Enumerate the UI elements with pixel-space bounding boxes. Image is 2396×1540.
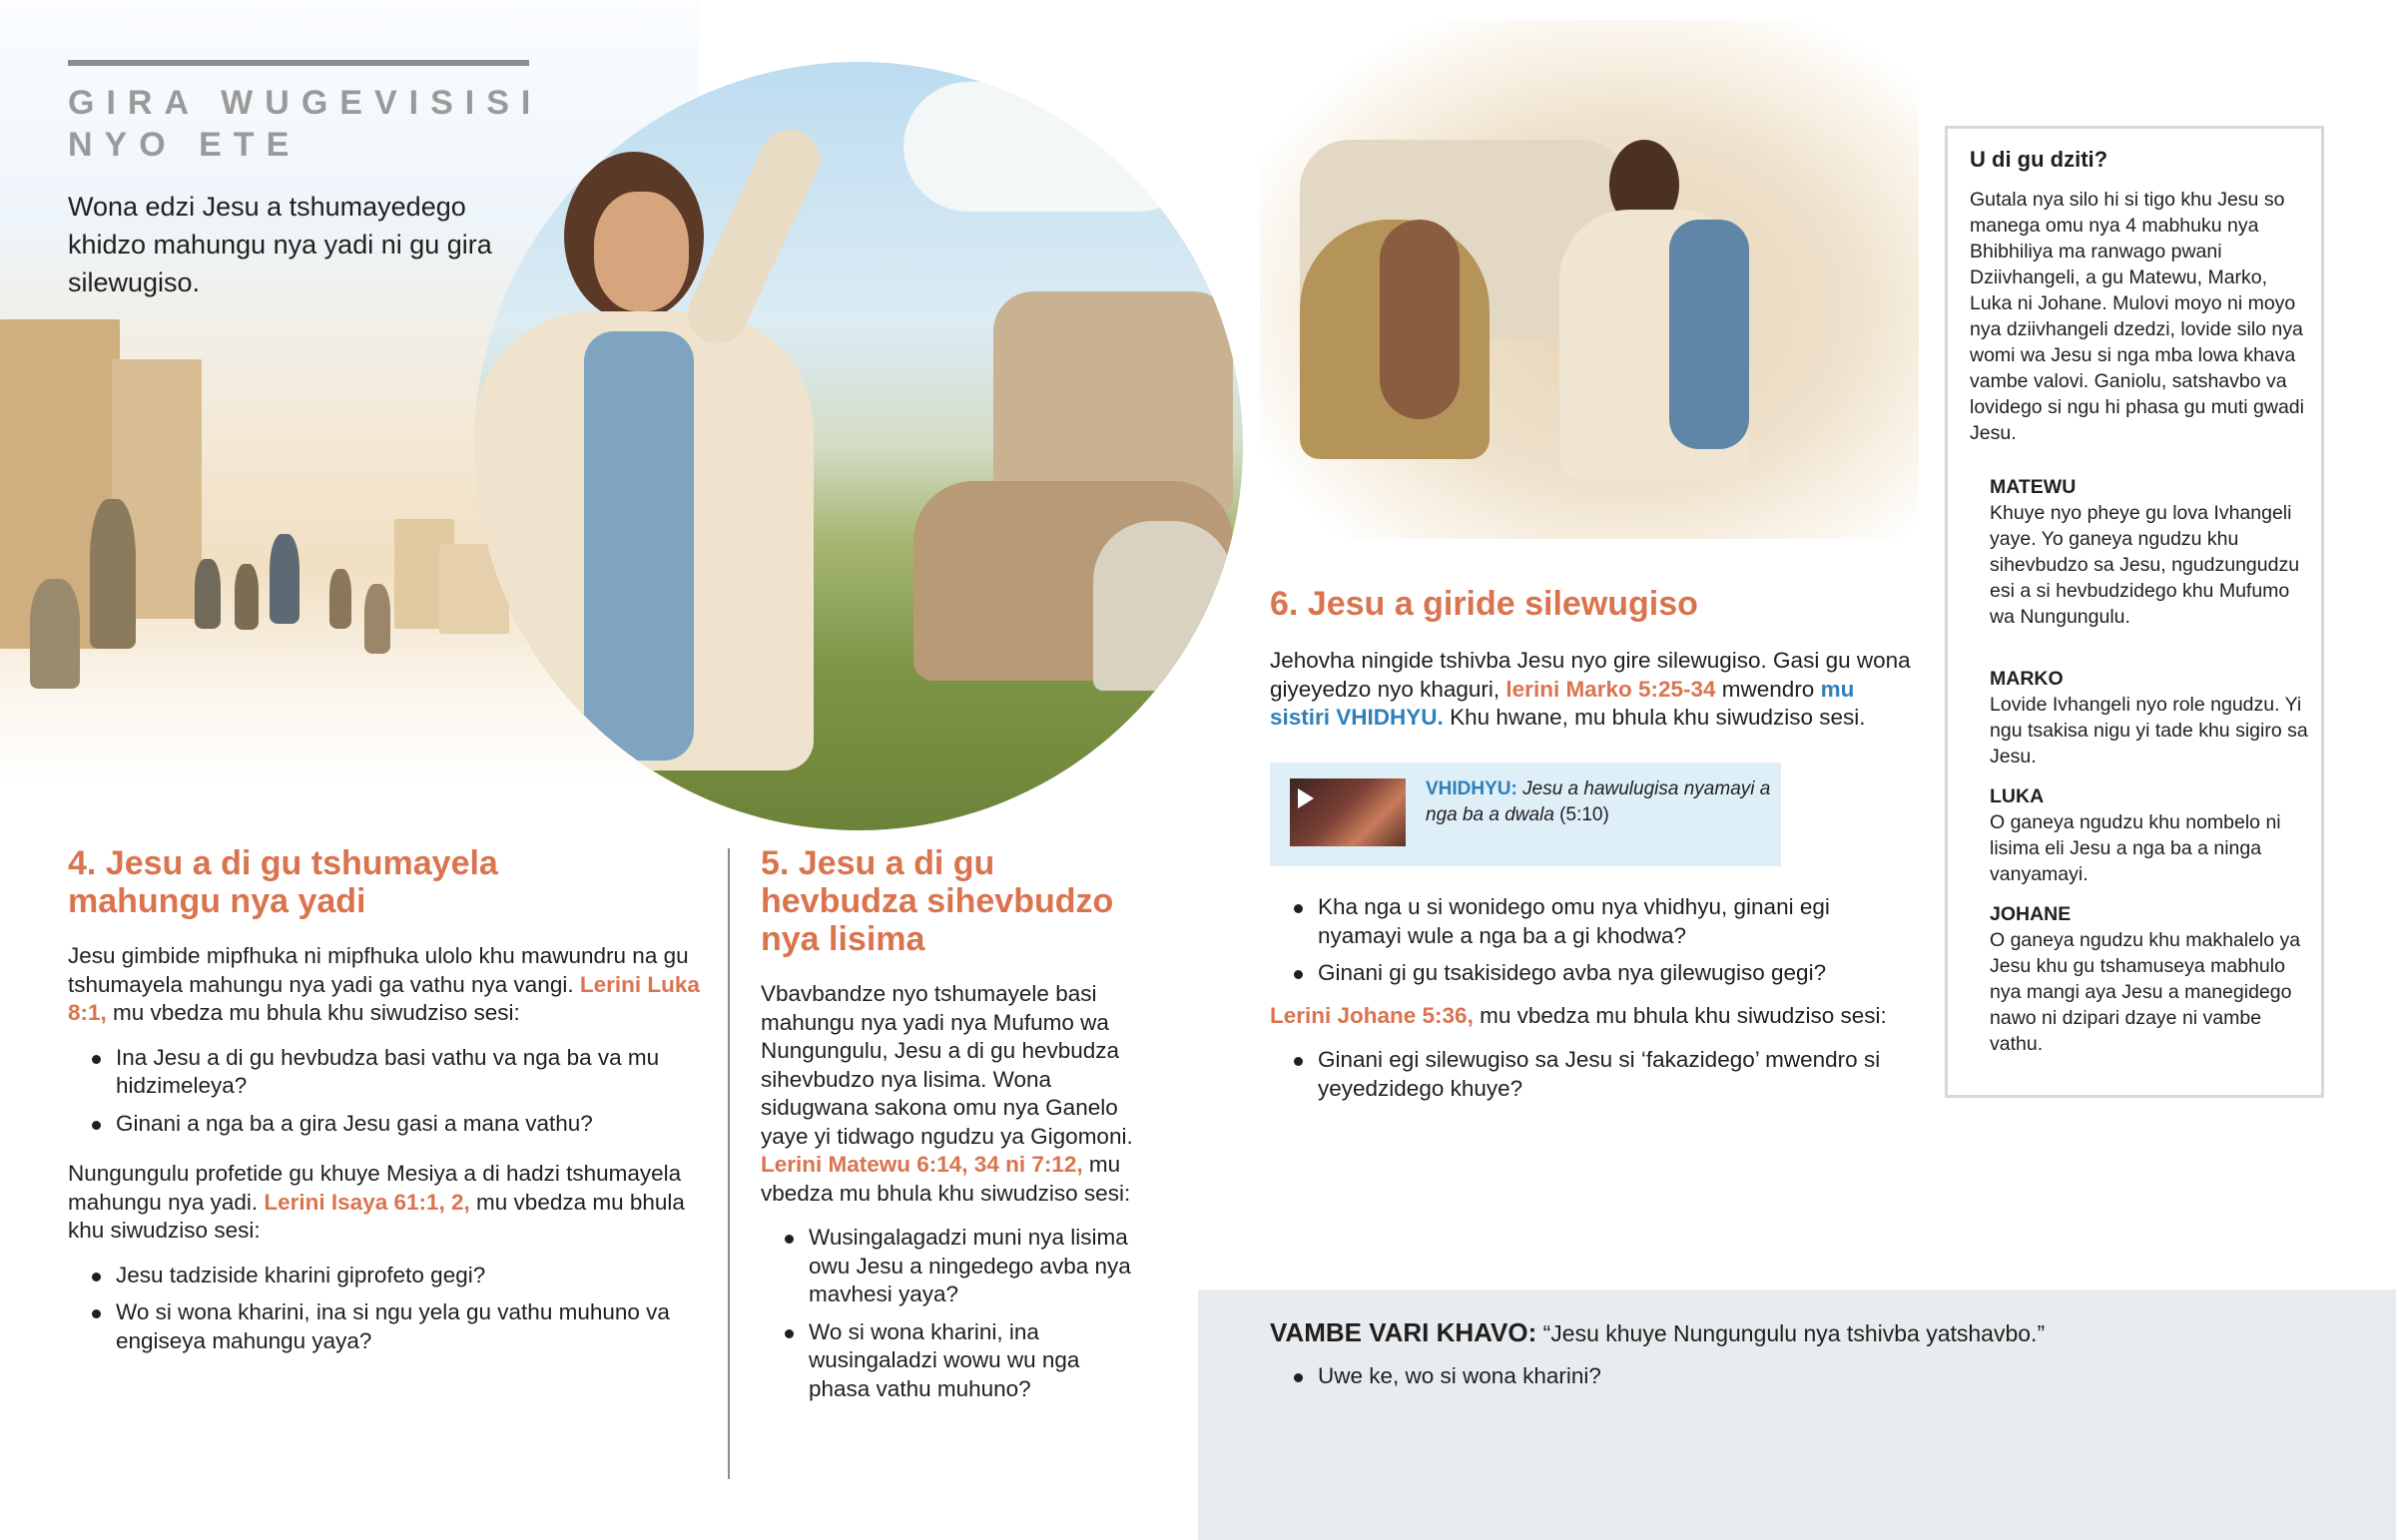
section-6-continued — [1270, 893, 1909, 1112]
jesus-healing-woman-illustration — [1260, 20, 1919, 539]
gospel-johane — [1990, 901, 2309, 1057]
section-6-p1-mid: mwendro — [1721, 676, 1815, 702]
others-say-band — [1198, 1289, 2396, 1540]
gospel-text: O ganeya ngudzu khu nombelo ni lisima eli Jesu a nga ba a ninga vanyamayi. — [1990, 811, 2281, 885]
section-4-questions-2 — [68, 1262, 707, 1356]
section-4-heading: 4. Jesu a di gu tshumayela mahungu nya yadi — [68, 844, 498, 920]
video-caption — [1426, 776, 1775, 828]
section-6-questions-2 — [1270, 1046, 1909, 1103]
section-5-questions — [761, 1224, 1140, 1403]
others-say-quote: “Jesu khuye Nungungulu nya tshivba yatshavbo.” — [1542, 1320, 2046, 1346]
section-5-p1-reference[interactable]: Lerini Matewu 6:14, 34 ni 7:12, — [761, 1152, 1083, 1177]
section-6-heading: 6. Jesu a giride silewugiso — [1270, 585, 1698, 623]
video-card[interactable] — [1270, 763, 1781, 866]
section-4-p1-tail: mu vbedza mu bhula khu siwudziso sesi: — [113, 1000, 520, 1025]
list-item: Ina Jesu a di gu hevbudza basi vathu va nga ba va mu hidzimeleya? — [68, 1044, 707, 1101]
list-item: Jesu tadziside kharini giprofeto gegi? — [68, 1262, 707, 1290]
gospel-marko — [1990, 666, 2309, 770]
gospel-name: MATEWU — [1990, 476, 2077, 498]
intro-text: Wona edzi Jesu a tshumayedego khidzo mahungu nya yadi ni gu gira silewugiso. — [68, 192, 492, 297]
list-item: Kha nga u si wonidego omu nya vhidhyu, ginani egi nyamayi wule a nga ba a gi khodwa? — [1270, 893, 1909, 950]
section-6-paragraph-2 — [1270, 1002, 1909, 1031]
section-6-p2-reference[interactable]: Lerini Johane 5:36, — [1270, 1002, 1474, 1028]
list-item: Ginani a nga ba a gira Jesu gasi a mana vathu? — [68, 1110, 707, 1139]
play-icon — [1298, 788, 1314, 808]
gospel-text: O ganeya ngudzu khu makhalelo ya Jesu khu gu tshamuseya mabhulo nya mangi aya Jesu a manegidego nawo ni dzipari dzaye ni vambe vathu. — [1990, 929, 2301, 1055]
section-6-p1-text: Jehovha ningide tshivba Jesu nyo gire silewugiso. Gasi gu wona giyeyedzo nyo khaguri, — [1270, 648, 1911, 702]
video-duration: (5:10) — [1559, 804, 1609, 825]
section-4-paragraph-2 — [68, 1160, 707, 1246]
section-5 — [761, 844, 1140, 1412]
others-say-questions — [1270, 1362, 2368, 1391]
list-item: Ginani egi silewugiso sa Jesu si ‘fakazidego’ mwendro si yeyedzidego khuye? — [1270, 1046, 1909, 1103]
gospel-name: JOHANE — [1990, 903, 2072, 925]
section-4-p1-reference[interactable]: Lerini Luka 8:1, — [68, 971, 700, 1025]
others-say-content — [1270, 1317, 2368, 1400]
list-item: Wo si wona kharini, ina wusingaladzi wowu wu nga phasa vathu muhuno? — [761, 1318, 1140, 1404]
section-6-questions-1 — [1270, 893, 1909, 988]
section-5-paragraph — [761, 980, 1140, 1208]
section-6-paragraph-1 — [1270, 647, 1919, 733]
gospel-text: Lovide Ivhangeli nyo role ngudzu. Yi ngu tsakisa nigu yi tade khu sigiro sa Jesu. — [1990, 694, 2308, 768]
section-4-p2-text: Nungungulu profetide gu khuye Mesiya a di hadzi tshumayela mahungu nya yadi. — [68, 1161, 682, 1215]
section-4-p2-reference[interactable]: Lerini Isaya 61:1, 2, — [264, 1189, 470, 1215]
section-6 — [1270, 585, 1919, 733]
column-divider — [728, 848, 730, 1479]
section-6-p1-reference[interactable]: lerini Marko 5:25-34 — [1505, 676, 1716, 702]
section-4-questions-1 — [68, 1044, 707, 1139]
section-4-paragraph-1 — [68, 942, 707, 1028]
video-title[interactable]: Jesu a hawulugisa nyamayi a nga ba a dwala — [1426, 778, 1771, 825]
section-4 — [68, 844, 707, 1364]
header-rule — [68, 60, 529, 66]
gospel-text: Khuye nyo pheye gu lova Ivhangeli yaye. Yo ganeya ngudzu khu sihevbudzo sa Jesu, ngudzungudzu esi a si hevbudzidego khu Mufumo wa Nungungulu. — [1990, 502, 2300, 628]
sidebar-body: Gutala nya silo hi si tigo khu Jesu so manega omu nya 4 mabhuku nya Bhibhiliya ma ranwago pwani Dziivhangeli, a gu Matewu, Marko, Luka ni Johane. Mulovi moyo ni moyo nya dziivhangeli dzedzi, lovide silo nya womi wa Jesu si nga mba lowa khava vambe valovi. Ganiolu, satshavbo va lovidego si ngu hi phasa gu muti gwadi Jesu. — [1970, 189, 2304, 444]
gospel-matewu — [1990, 474, 2309, 630]
list-item: Uwe ke, wo si wona kharini? — [1270, 1362, 2368, 1391]
list-item: Wo si wona kharini, ina si ngu yela gu vathu muhuno va engiseya mahungu yaya? — [68, 1298, 707, 1355]
section-6-p1-tail: Khu hwane, mu bhula khu siwudziso sesi. — [1450, 705, 1866, 730]
list-item: Ginani gi gu tsakisidego avba nya gilewugiso gegi? — [1270, 959, 1909, 988]
gospel-luka — [1990, 783, 2309, 887]
section-4-p2-tail: mu vbedza mu bhula khu siwudziso sesi: — [68, 1189, 685, 1243]
section-6-p2-tail: mu vbedza mu bhula khu siwudziso sesi: — [1480, 1002, 1887, 1028]
page-kicker: GIRA WUGEVISISI NYO ETE — [68, 84, 543, 164]
list-item: Wusingalagadzi muni nya lisima owu Jesu a ningedego avba nya mavhesi yaya? — [761, 1224, 1140, 1309]
section-5-heading: 5. Jesu a di gu hevbudza sihevbudzo nya lisima — [761, 844, 1114, 958]
gospel-name: MARKO — [1990, 668, 2064, 690]
section-5-p1-text: Vbavbandze nyo tshumayele basi mahungu nya yadi nya Mufumo wa Nungungulu, Jesu a di gu hevbudza sihevbudzo nya lisima. Wona sidugwana sakona omu nya Ganelo yaye yi tidwago ngudzu ya Gigomoni. — [761, 981, 1133, 1149]
section-4-p1-text: Jesu gimbide mipfhuka ni mipfhuka ulolo khu mawundru na gu tshumayela mahungu nya yadi ga vathu nya vangi. — [68, 943, 689, 997]
video-label: VHIDHYU: — [1426, 778, 1517, 799]
video-thumbnail[interactable] — [1290, 778, 1406, 846]
gospel-name: LUKA — [1990, 785, 2045, 807]
others-say-label: VAMBE VARI KHAVO: — [1270, 1317, 1537, 1347]
video-link[interactable]: mu sistiri VHIDHYU. — [1270, 676, 1855, 730]
sidebar-title: U di gu dziti? — [1970, 147, 2108, 172]
jesus-preaching-illustration — [474, 62, 1243, 830]
section-5-p1-tail: mu vbedza mu bhula khu siwudziso sesi: — [761, 1152, 1131, 1206]
did-you-know-sidebar — [1945, 126, 2324, 1098]
